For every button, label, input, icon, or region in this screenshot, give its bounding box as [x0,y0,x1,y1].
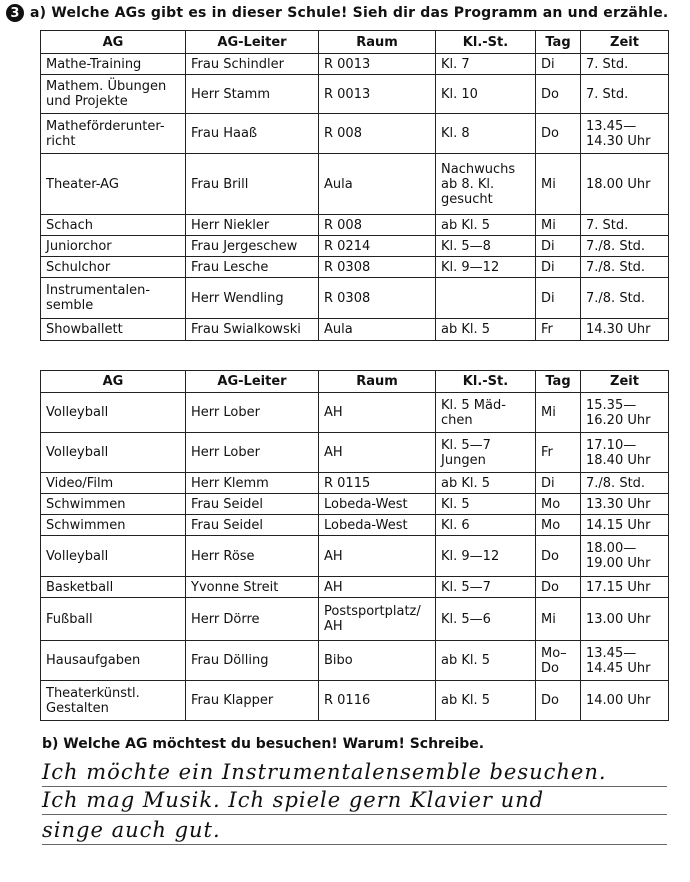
table-cell: Herr Niekler [186,215,319,236]
table-cell: 7. Std. [581,54,669,75]
table-cell: 18.00 Uhr [581,154,669,215]
table-cell: Mathe-Training [41,54,186,75]
header-row [41,31,669,54]
table-cell: Mi [536,598,581,641]
table-cell: AH [319,577,436,598]
table-cell: 13.45—14.45 Uhr [581,641,669,681]
table-cell: Lobeda-West [319,515,436,536]
table-cell: Herr Wendling [186,278,319,319]
column-header: AG [41,31,186,54]
table-cell: Aula [319,154,436,215]
table-cell: Herr Klemm [186,473,319,494]
column-header: Raum [319,31,436,54]
table-cell: Instrumentalen-semble [41,278,186,319]
table-cell: Kl. 5—7 Jungen [436,433,536,473]
table-cell: Herr Röse [186,536,319,577]
table-cell: Mi [536,215,581,236]
table-row [41,494,669,515]
column-header: Kl.-St. [436,371,536,393]
table-cell: 7./8. Std. [581,236,669,257]
table-cell: 13.30 Uhr [581,494,669,515]
table-cell: Do [536,577,581,598]
table-cell: R 0308 [319,257,436,278]
table-cell: Volleyball [41,393,186,433]
table-cell: Juniorchor [41,236,186,257]
table-row [41,154,669,215]
table-cell: Lobeda-West [319,494,436,515]
table-cell: 7. Std. [581,215,669,236]
table-cell: Postsportplatz/ AH [319,598,436,641]
column-header: Zeit [581,371,669,393]
table-cell: Di [536,54,581,75]
column-header: Kl.-St. [436,31,536,54]
table-cell: ab Kl. 5 [436,681,536,721]
answer-line-1[interactable]: Ich möchte ein Instrumentalensemble besuchen. [42,758,667,787]
table-row [41,393,669,433]
table-cell: Bibo [319,641,436,681]
table-cell: Nachwuchs ab 8. Kl. gesucht [436,154,536,215]
table-cell: ab Kl. 5 [436,319,536,341]
table-cell: Fr [536,319,581,341]
table-cell: Basketball [41,577,186,598]
table-cell: Mathem. Übungen und Projekte [41,75,186,114]
column-header: Tag [536,31,581,54]
table-cell: R 0115 [319,473,436,494]
table-cell: Kl. 5—6 [436,598,536,641]
table-cell: Yvonne Streit [186,577,319,598]
table-row [41,75,669,114]
table-cell: Mo [536,494,581,515]
table-cell: Herr Dörre [186,598,319,641]
table-cell: Do [536,114,581,154]
table-row [41,257,669,278]
table-cell: Aula [319,319,436,341]
table-cell: Video/Film [41,473,186,494]
table-cell: Herr Stamm [186,75,319,114]
table-row [41,473,669,494]
table-cell: Kl. 5 [436,494,536,515]
table-cell [436,278,536,319]
table-cell: 14.30 Uhr [581,319,669,341]
table-cell: Mo [536,515,581,536]
table-cell: AH [319,433,436,473]
table-cell: 13.45—14.30 Uhr [581,114,669,154]
table-cell: Theaterkünstl. Gestalten [41,681,186,721]
table-cell: R 0308 [319,278,436,319]
table-cell: Do [536,75,581,114]
column-header: AG-Leiter [186,31,319,54]
table-cell: Mi [536,154,581,215]
table-cell: Kl. 7 [436,54,536,75]
column-header: AG [41,371,186,393]
table-cell: R 008 [319,114,436,154]
table-cell: 17.10—18.40 Uhr [581,433,669,473]
table-cell: Frau Brill [186,154,319,215]
ag-table-2 [40,370,669,721]
table-cell: Kl. 8 [436,114,536,154]
table-cell: Frau Schindler [186,54,319,75]
table-cell: Kl. 5—8 [436,236,536,257]
table-row [41,319,669,341]
table-cell: Frau Lesche [186,257,319,278]
task-b-label: b) Welche AG möchtest du besuchen! Warum! Schreibe. [42,736,485,752]
table-cell: AH [319,393,436,433]
table-cell: ab Kl. 5 [436,473,536,494]
table-cell: Kl. 5—7 [436,577,536,598]
table-row [41,681,669,721]
table-cell: Herr Lober [186,433,319,473]
task-a-heading [6,4,668,22]
column-header: Raum [319,371,436,393]
table-cell: Mo–Do [536,641,581,681]
column-header: Zeit [581,31,669,54]
table-cell: Do [536,536,581,577]
table-cell: Frau Seidel [186,494,319,515]
table-cell: Kl. 9—12 [436,257,536,278]
table-cell: Di [536,473,581,494]
table-row [41,536,669,577]
table-cell: Matheförderunter-richt [41,114,186,154]
table-cell: Kl. 9—12 [436,536,536,577]
table-row [41,433,669,473]
table-cell: Showballett [41,319,186,341]
table-cell: 17.15 Uhr [581,577,669,598]
table-cell: AH [319,536,436,577]
table-cell: Frau Seidel [186,515,319,536]
table-cell: Frau Klapper [186,681,319,721]
table-cell: Kl. 6 [436,515,536,536]
table-row [41,215,669,236]
table-cell: 7. Std. [581,75,669,114]
table-row [41,236,669,257]
table-cell: Kl. 10 [436,75,536,114]
answer-line-2[interactable]: Ich mag Musik. Ich spiele gern Klavier und [42,786,667,815]
table-cell: Frau Swialkowski [186,319,319,341]
table-cell: 7./8. Std. [581,278,669,319]
table-cell: R 008 [319,215,436,236]
column-header: Tag [536,371,581,393]
table-row [41,641,669,681]
table-cell: Fußball [41,598,186,641]
table-cell: 18.00—19.00 Uhr [581,536,669,577]
table-cell: Schwimmen [41,515,186,536]
column-header: AG-Leiter [186,371,319,393]
table-cell: Di [536,278,581,319]
task-number: 3 [6,4,24,22]
table-cell: Kl. 5 Mäd-chen [436,393,536,433]
table-cell: Volleyball [41,433,186,473]
table-row [41,54,669,75]
table-cell: 7./8. Std. [581,473,669,494]
table-cell: Frau Dölling [186,641,319,681]
table-row [41,577,669,598]
table-cell: Volleyball [41,536,186,577]
table-cell: 15.35—16.20 Uhr [581,393,669,433]
table-cell: Frau Jergeschew [186,236,319,257]
table-cell: Di [536,236,581,257]
table-cell: R 0013 [319,75,436,114]
table-row [41,598,669,641]
table-cell: R 0013 [319,54,436,75]
table-cell: Theater-AG [41,154,186,215]
table-cell: Schulchor [41,257,186,278]
table-cell: Schwimmen [41,494,186,515]
table-cell: Do [536,681,581,721]
table-cell: Mi [536,393,581,433]
table-row [41,114,669,154]
table-cell: Herr Lober [186,393,319,433]
answer-line-3[interactable]: singe auch gut. [42,816,667,845]
table-row [41,278,669,319]
table-cell: 14.15 Uhr [581,515,669,536]
table-cell: 13.00 Uhr [581,598,669,641]
table-cell: ab Kl. 5 [436,215,536,236]
table-cell: R 0214 [319,236,436,257]
table-cell: 14.00 Uhr [581,681,669,721]
table-cell: R 0116 [319,681,436,721]
table-cell: 7./8. Std. [581,257,669,278]
header-row [41,371,669,393]
table-cell: Fr [536,433,581,473]
table-cell: Frau Haaß [186,114,319,154]
table-cell: ab Kl. 5 [436,641,536,681]
task-a-label: a) Welche AGs gibt es in dieser Schule! Sieh dir das Programm an und erzähle. [30,5,669,21]
table-cell: Hausaufgaben [41,641,186,681]
table-cell: Schach [41,215,186,236]
ag-table-1 [40,30,669,341]
table-cell: Di [536,257,581,278]
table-row [41,515,669,536]
